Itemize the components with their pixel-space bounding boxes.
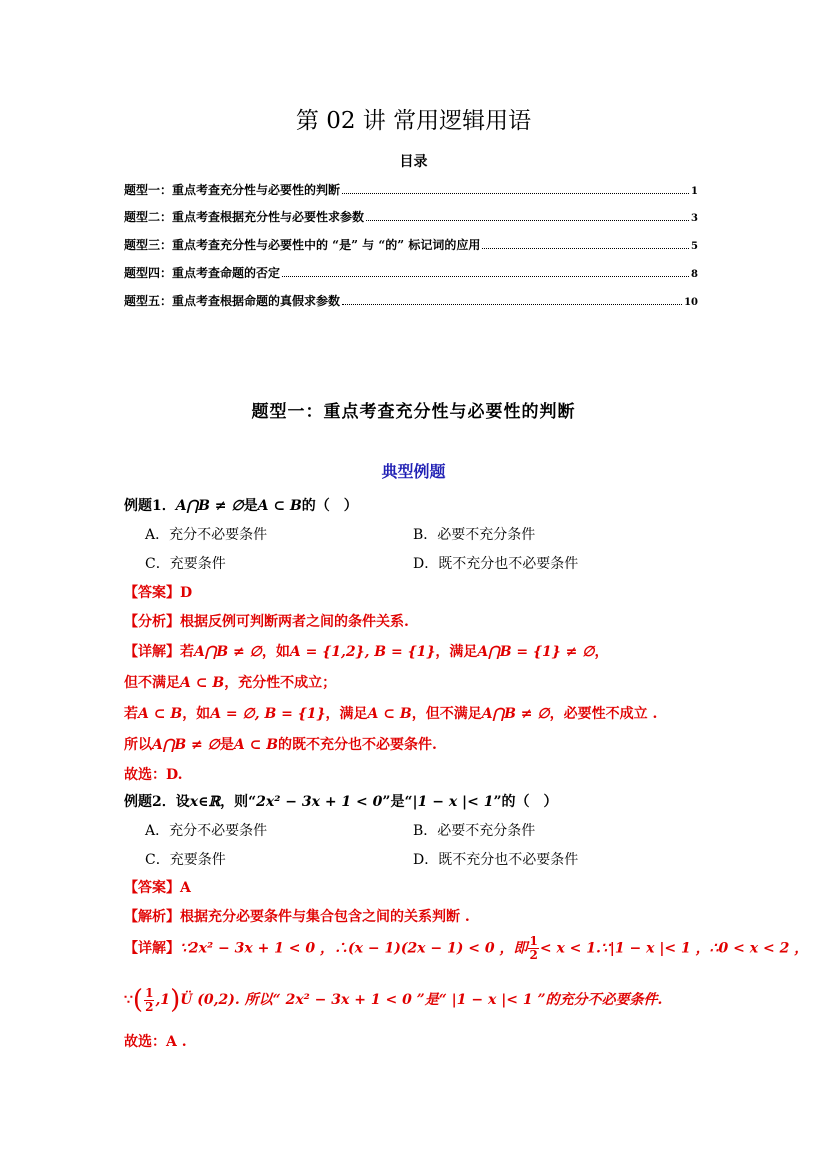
text-run: ，如 <box>261 644 290 660</box>
close-paren: ) <box>170 985 181 1015</box>
text-run: 若 <box>180 644 194 660</box>
toc-entry-page: 10 <box>684 297 698 308</box>
example1-answer <box>124 582 192 602</box>
example2-answer <box>124 877 191 897</box>
text-run: ，如 <box>182 706 211 722</box>
detail-tag: 【详解】 <box>124 644 180 660</box>
math-run: ∵2x² − 3x + 1 < 0 ，∴(x − 1)(2x − 1) < 0 ，即 <box>180 940 528 957</box>
example1-detail-line1 <box>124 641 608 661</box>
example2-prefix: 例题2．设 <box>124 794 190 810</box>
detail-tag: 【详解】 <box>124 940 180 957</box>
math-run: A ⊂ B <box>367 706 412 722</box>
example2-conclusion: 故选：A . <box>124 1034 187 1050</box>
toc-entry-label: 题型四：重点考查命题的否定 <box>124 266 281 280</box>
answer-value: A <box>180 880 191 896</box>
example1-conclusion: 故选：D. <box>124 767 183 783</box>
example2-detail-line1 <box>124 935 808 962</box>
text-run: 是 <box>219 737 234 753</box>
toc-entry-label: 题型二：重点考查根据充分性与必要性求参数 <box>124 210 365 224</box>
toc-entry-label: 题型三：重点考查充分性与必要性中的 “是” 与 “的” 标记词的应用 <box>124 238 481 252</box>
math-run: Ü (0,2). 所以“ 2x² − 3x + 1 < 0 ”是“ |1 − x |< 1 ”的充分不必要条件. <box>180 992 663 1008</box>
toc-entry[interactable] <box>124 292 698 308</box>
math-run: A ⊂ B <box>233 737 279 753</box>
interval-upper: ,1 <box>155 992 171 1008</box>
example1-detail-line2 <box>124 672 336 692</box>
example1-target: A ⊂ B <box>257 498 302 514</box>
math-run: < x < 1.∵|1 − x |< 1 ，∴0 < x < 2 ， <box>539 940 809 957</box>
example1-option-a: A．充分不必要条件 <box>145 527 268 543</box>
math-run: A⋂B ≠ ∅ <box>194 644 262 660</box>
toc-entry[interactable] <box>124 181 698 197</box>
fraction-numerator: 1 <box>145 985 154 1000</box>
text-run: ， <box>594 644 609 660</box>
math-run: A⋂B = {1} ≠ ∅ <box>477 644 595 660</box>
section-title: 题型一：重点考查充分性与必要性的判断 <box>251 402 576 422</box>
example2-var: x∈ℝ <box>189 794 221 810</box>
toc-entry-page: 5 <box>691 241 698 252</box>
text-run: ，充分性不成立； <box>224 675 337 691</box>
text-run: 所以 <box>124 737 152 753</box>
document-title: 第 02 讲 常用逻辑用语 <box>295 108 532 134</box>
math-run: A ⊂ B <box>180 675 225 691</box>
example1-analysis <box>124 611 409 631</box>
toc-entry[interactable] <box>124 264 698 280</box>
text-run: ，满足 <box>435 644 478 660</box>
analysis-tag: 【分析】 <box>124 614 180 630</box>
toc-leader-dots <box>342 193 689 194</box>
example1-detail-line4 <box>124 734 437 754</box>
analysis-tag: 【解析】 <box>124 909 180 925</box>
example2-analysis <box>124 906 470 926</box>
fraction-one-half <box>144 987 154 1014</box>
text-run: ”的（ ） <box>493 794 558 810</box>
example2-ineq2: |1 − x |< 1 <box>412 794 494 810</box>
fraction-numerator: 1 <box>529 934 538 948</box>
example2-option-d: D．既不充分也不必要条件 <box>413 852 579 868</box>
example2-question <box>124 791 558 811</box>
answer-tag: 【答案】 <box>124 585 180 601</box>
example1-option-d: D．既不充分也不必要条件 <box>413 556 579 572</box>
toc-entry[interactable] <box>124 236 698 252</box>
fraction-denominator: 2 <box>529 948 538 962</box>
analysis-text: 根据充分必要条件与集合包含之间的关系判断 . <box>180 909 470 925</box>
toc-entry-label: 题型一：重点考查充分性与必要性的判断 <box>124 183 341 197</box>
section-subtitle: 典型例题 <box>381 462 446 481</box>
text-run: 若 <box>124 706 138 722</box>
toc-entry-page: 8 <box>691 269 698 280</box>
example1-option-b: B．必要不充分条件 <box>413 527 536 543</box>
text-run: ”是“ <box>382 794 413 810</box>
text-run: ∵ <box>124 992 133 1008</box>
example1-question <box>124 495 358 515</box>
toc-entry-page: 3 <box>691 213 698 224</box>
text-run: ，必要性不成立 . <box>549 706 658 722</box>
math-run: A⋂B ≠ ∅ <box>152 737 220 753</box>
example1-prefix: 例题1． <box>124 498 176 514</box>
toc-leader-dots <box>342 304 682 305</box>
example2-option-a: A．充分不必要条件 <box>145 823 268 839</box>
text-run: ，但不满足 <box>411 706 482 722</box>
math-run: A⋂B ≠ ∅ <box>481 706 550 722</box>
example1-suffix: 的（ ） <box>301 498 358 514</box>
example1-mid: 是 <box>243 498 258 514</box>
answer-tag: 【答案】 <box>124 880 180 896</box>
answer-value: D <box>180 585 193 601</box>
text-run: 但不满足 <box>124 675 180 691</box>
fraction-one-half <box>528 935 538 962</box>
math-run: A ⊂ B <box>138 706 183 722</box>
example2-option-b: B．必要不充分条件 <box>413 823 536 839</box>
toc-leader-dots <box>282 276 689 277</box>
toc-leader-dots <box>482 248 689 249</box>
toc-entry-page: 1 <box>691 186 698 197</box>
toc-entry[interactable] <box>124 208 698 224</box>
math-run: A = ∅, B = {1} <box>210 706 326 722</box>
text-run: ，则“ <box>220 794 257 810</box>
open-paren: ( <box>132 985 144 1015</box>
fraction-denominator: 2 <box>145 999 154 1014</box>
example1-option-c: C．充要条件 <box>145 556 226 572</box>
toc-heading: 目录 <box>399 154 428 170</box>
example2-ineq1: 2x² − 3x + 1 < 0 <box>256 794 383 810</box>
toc-entry-label: 题型五：重点考查根据命题的真假求参数 <box>124 294 341 308</box>
example1-condition: A⋂B ≠ ∅ <box>175 498 244 514</box>
example2-detail-line2 <box>124 985 662 1015</box>
analysis-text: 根据反例可判断两者之间的条件关系. <box>180 614 409 630</box>
math-run: A = {1,2}, B = {1} <box>289 644 436 660</box>
example1-detail-line3 <box>124 703 657 723</box>
example2-option-c: C．充要条件 <box>145 852 226 868</box>
text-run: 的既不充分也不必要条件. <box>278 737 437 753</box>
text-run: ，满足 <box>325 706 368 722</box>
toc-leader-dots <box>366 220 689 221</box>
